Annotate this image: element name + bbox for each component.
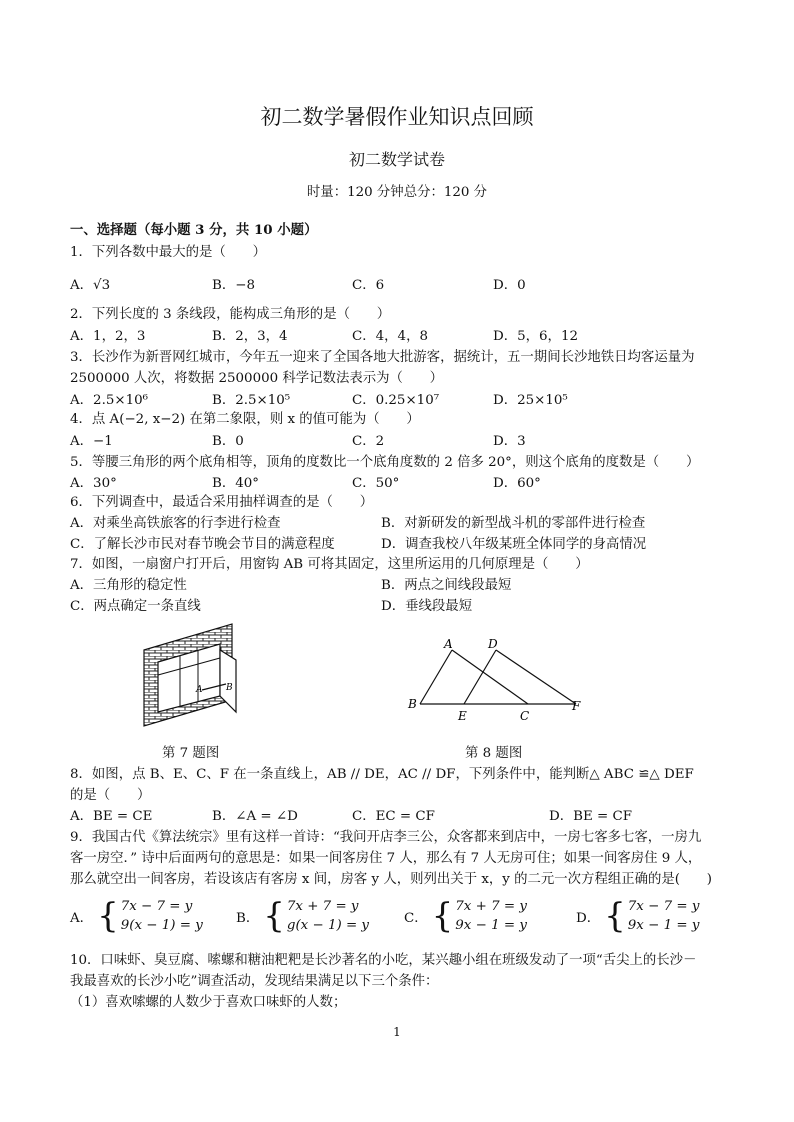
q6-stem: 6．下列调查中，最适合采用抽样调查的是（ ）: [70, 495, 374, 510]
q7-stem: 7．如图，一扇窗户打开后，用窗钩 AB 可将其固定，这里所运用的几何原理是（ ）: [70, 557, 589, 572]
q5-option-b: B．40°: [212, 476, 259, 491]
q1-option-c: C．6: [352, 278, 385, 293]
q7-option-a: A．三角形的稳定性: [70, 578, 187, 593]
q4-stem: 4．点 A(−2, x−2) 在第二象限，则 x 的值可能为（ ）: [70, 412, 420, 427]
page-title: 初二数学暑假作业知识点回顾: [260, 105, 534, 129]
q3-option-d: D．25×10⁵: [493, 393, 568, 408]
left-brace: {: [604, 896, 626, 936]
q9-stem-line1: 9．我国古代《算法统宗》里有这样一首诗：“我问开店李三公，众客都来到店中，一房七客多七客，一房九: [70, 830, 702, 845]
q5-option-a: A．30°: [70, 476, 117, 491]
q7-option-c: C．两点确定一条直线: [70, 599, 201, 614]
q6-option-a: A．对乘坐高铁旅客的行李进行检查: [70, 516, 281, 531]
q9-d-eq2: 9x − 1 = y: [627, 918, 700, 933]
figure-8-triangles: [400, 636, 590, 726]
q9-option-a-label: A．: [70, 910, 94, 926]
q5-stem: 5．等腰三角形的两个底角相等，顶角的度数比一个底角度数的 2 倍多 20°，则这个底角的度数是（ ）: [70, 455, 700, 470]
fig8-point-b: B: [408, 697, 417, 711]
section-heading: 一、选择题（每小题 3 分，共 10 小题）: [70, 222, 318, 238]
q6-option-d: D．调查我校八年级某班全体同学的身高情况: [381, 537, 647, 552]
q10-stem-line2: 我最喜欢的长沙小吃”调查活动，发现结果满足以下三个条件：: [70, 974, 439, 989]
q2-option-d: D．5，6，12: [493, 329, 578, 344]
q5-option-d: D．60°: [493, 476, 541, 491]
q2-option-a: A．1，2，3: [70, 329, 146, 344]
q8-option-c: C．EC = CF: [352, 809, 435, 824]
q9-c-eq2: 9x − 1 = y: [455, 918, 527, 933]
q7-option-b: B．两点之间线段最短: [381, 578, 512, 593]
q9-option-b-label: B．: [236, 910, 260, 926]
fig7-label-a: A: [196, 685, 203, 695]
q4-option-b: B．0: [212, 434, 244, 449]
exam-meta: 时量：120 分钟总分：120 分: [306, 185, 488, 200]
q9-option-c-label: C．: [404, 910, 428, 926]
fig8-point-d: D: [488, 637, 498, 651]
left-brace: {: [263, 896, 285, 936]
figure-7-window: [140, 620, 240, 730]
page-number: 1: [393, 1025, 401, 1039]
q4-option-d: D．3: [493, 434, 526, 449]
left-brace: {: [431, 896, 454, 936]
q10-stem-line1: 10．口味虾、臭豆腐、嗦螺和糖油粑粑是长沙著名的小吃，某兴趣小组在班级发动了一项“舌尖上的长沙－: [70, 953, 697, 968]
q9-option-d-label: D．: [576, 910, 601, 926]
q6-option-b: B．对新研发的新型战斗机的零部件进行检查: [381, 516, 646, 531]
q9-stem-line2: 客一房空．” 诗中后面两句的意思是：如果一间客房住 7 人，那么有 7 人无房可住；如果一间客房住 9 人，: [70, 851, 702, 866]
q9-option-a: [70, 897, 203, 935]
q3-stem-line2: 2500000 人次，将数据 2500000 科学记数法表示为（ ）: [70, 371, 444, 386]
q9-option-b: [236, 897, 369, 935]
figure-7-caption: 第 7 题图: [162, 746, 220, 761]
fig7-label-b: B: [226, 683, 233, 693]
q6-option-c: C．了解长沙市民对春节晚会节目的满意程度: [70, 537, 335, 552]
q8-option-a: A．BE = CE: [70, 809, 153, 824]
q2-option-c: C．4，4，8: [352, 329, 428, 344]
q1-stem: 1．下列各数中最大的是（ ）: [70, 245, 266, 260]
q2-option-b: B．2，3，4: [212, 329, 288, 344]
fig8-point-a: A: [444, 637, 453, 651]
q9-option-c: [404, 897, 527, 935]
segment-df: [496, 650, 576, 704]
q9-b-eq2: g(x − 1) = y: [286, 918, 369, 933]
q1-option-a: A．√3: [70, 278, 111, 293]
q9-a-eq2: 9(x − 1) = y: [120, 918, 203, 933]
q3-stem-line1: 3．长沙作为新晋网红城市，今年五一迎来了全国各地大批游客，据统计，五一期间长沙地铁日均客运量为: [70, 350, 695, 365]
q1-option-d: D．0: [493, 278, 526, 293]
q4-option-c: C．2: [352, 434, 385, 449]
q3-option-a: A．2.5×10⁶: [70, 393, 148, 408]
q8-option-b: B．∠A = ∠D: [212, 809, 298, 824]
q10-condition-1: （1）喜欢嗦螺的人数少于喜欢口味虾的人数；: [70, 995, 347, 1010]
figure-8-caption: 第 8 题图: [465, 746, 523, 761]
fig8-point-f: F: [572, 699, 581, 713]
segment-ab: [420, 650, 452, 704]
q8-stem-line2: 的是（ ）: [70, 788, 151, 803]
q9-d-eq1: 7x − 7 = y: [627, 899, 700, 914]
q8-option-d: D．BE = CF: [549, 809, 633, 824]
segment-ac: [452, 650, 528, 704]
q3-option-b: B．2.5×10⁵: [212, 393, 291, 408]
q1-option-b: B．−8: [212, 278, 255, 293]
fig8-point-e: E: [458, 709, 467, 723]
q8-stem-line1: 8．如图，点 B、E、C、F 在一条直线上，AB // DE，AC // DF，下列条件中，能判断△ ABC ≌△ DEF: [70, 767, 694, 782]
q4-option-a: A．−1: [70, 434, 113, 449]
segment-de: [464, 650, 496, 704]
q9-c-eq1: 7x + 7 = y: [455, 899, 527, 914]
q9-option-d: [576, 897, 699, 935]
q9-b-eq1: 7x + 7 = y: [286, 899, 359, 914]
q5-option-c: C．50°: [352, 476, 400, 491]
page-subtitle: 初二数学试卷: [348, 150, 445, 169]
fig8-point-c: C: [520, 709, 530, 723]
q3-option-c: C．0.25×10⁷: [352, 393, 440, 408]
q7-option-d: D．垂线段最短: [381, 599, 473, 614]
left-brace: {: [97, 896, 119, 936]
q2-stem: 2．下列长度的 3 条线段，能构成三角形的是（ ）: [70, 307, 391, 322]
q9-a-eq1: 7x − 7 = y: [120, 899, 193, 914]
q9-stem-line3: 那么就空出一间客房，若设该店有客房 x 间，房客 y 人，则列出关于 x，y 的二元一次方程组正确的是( ): [70, 872, 713, 887]
